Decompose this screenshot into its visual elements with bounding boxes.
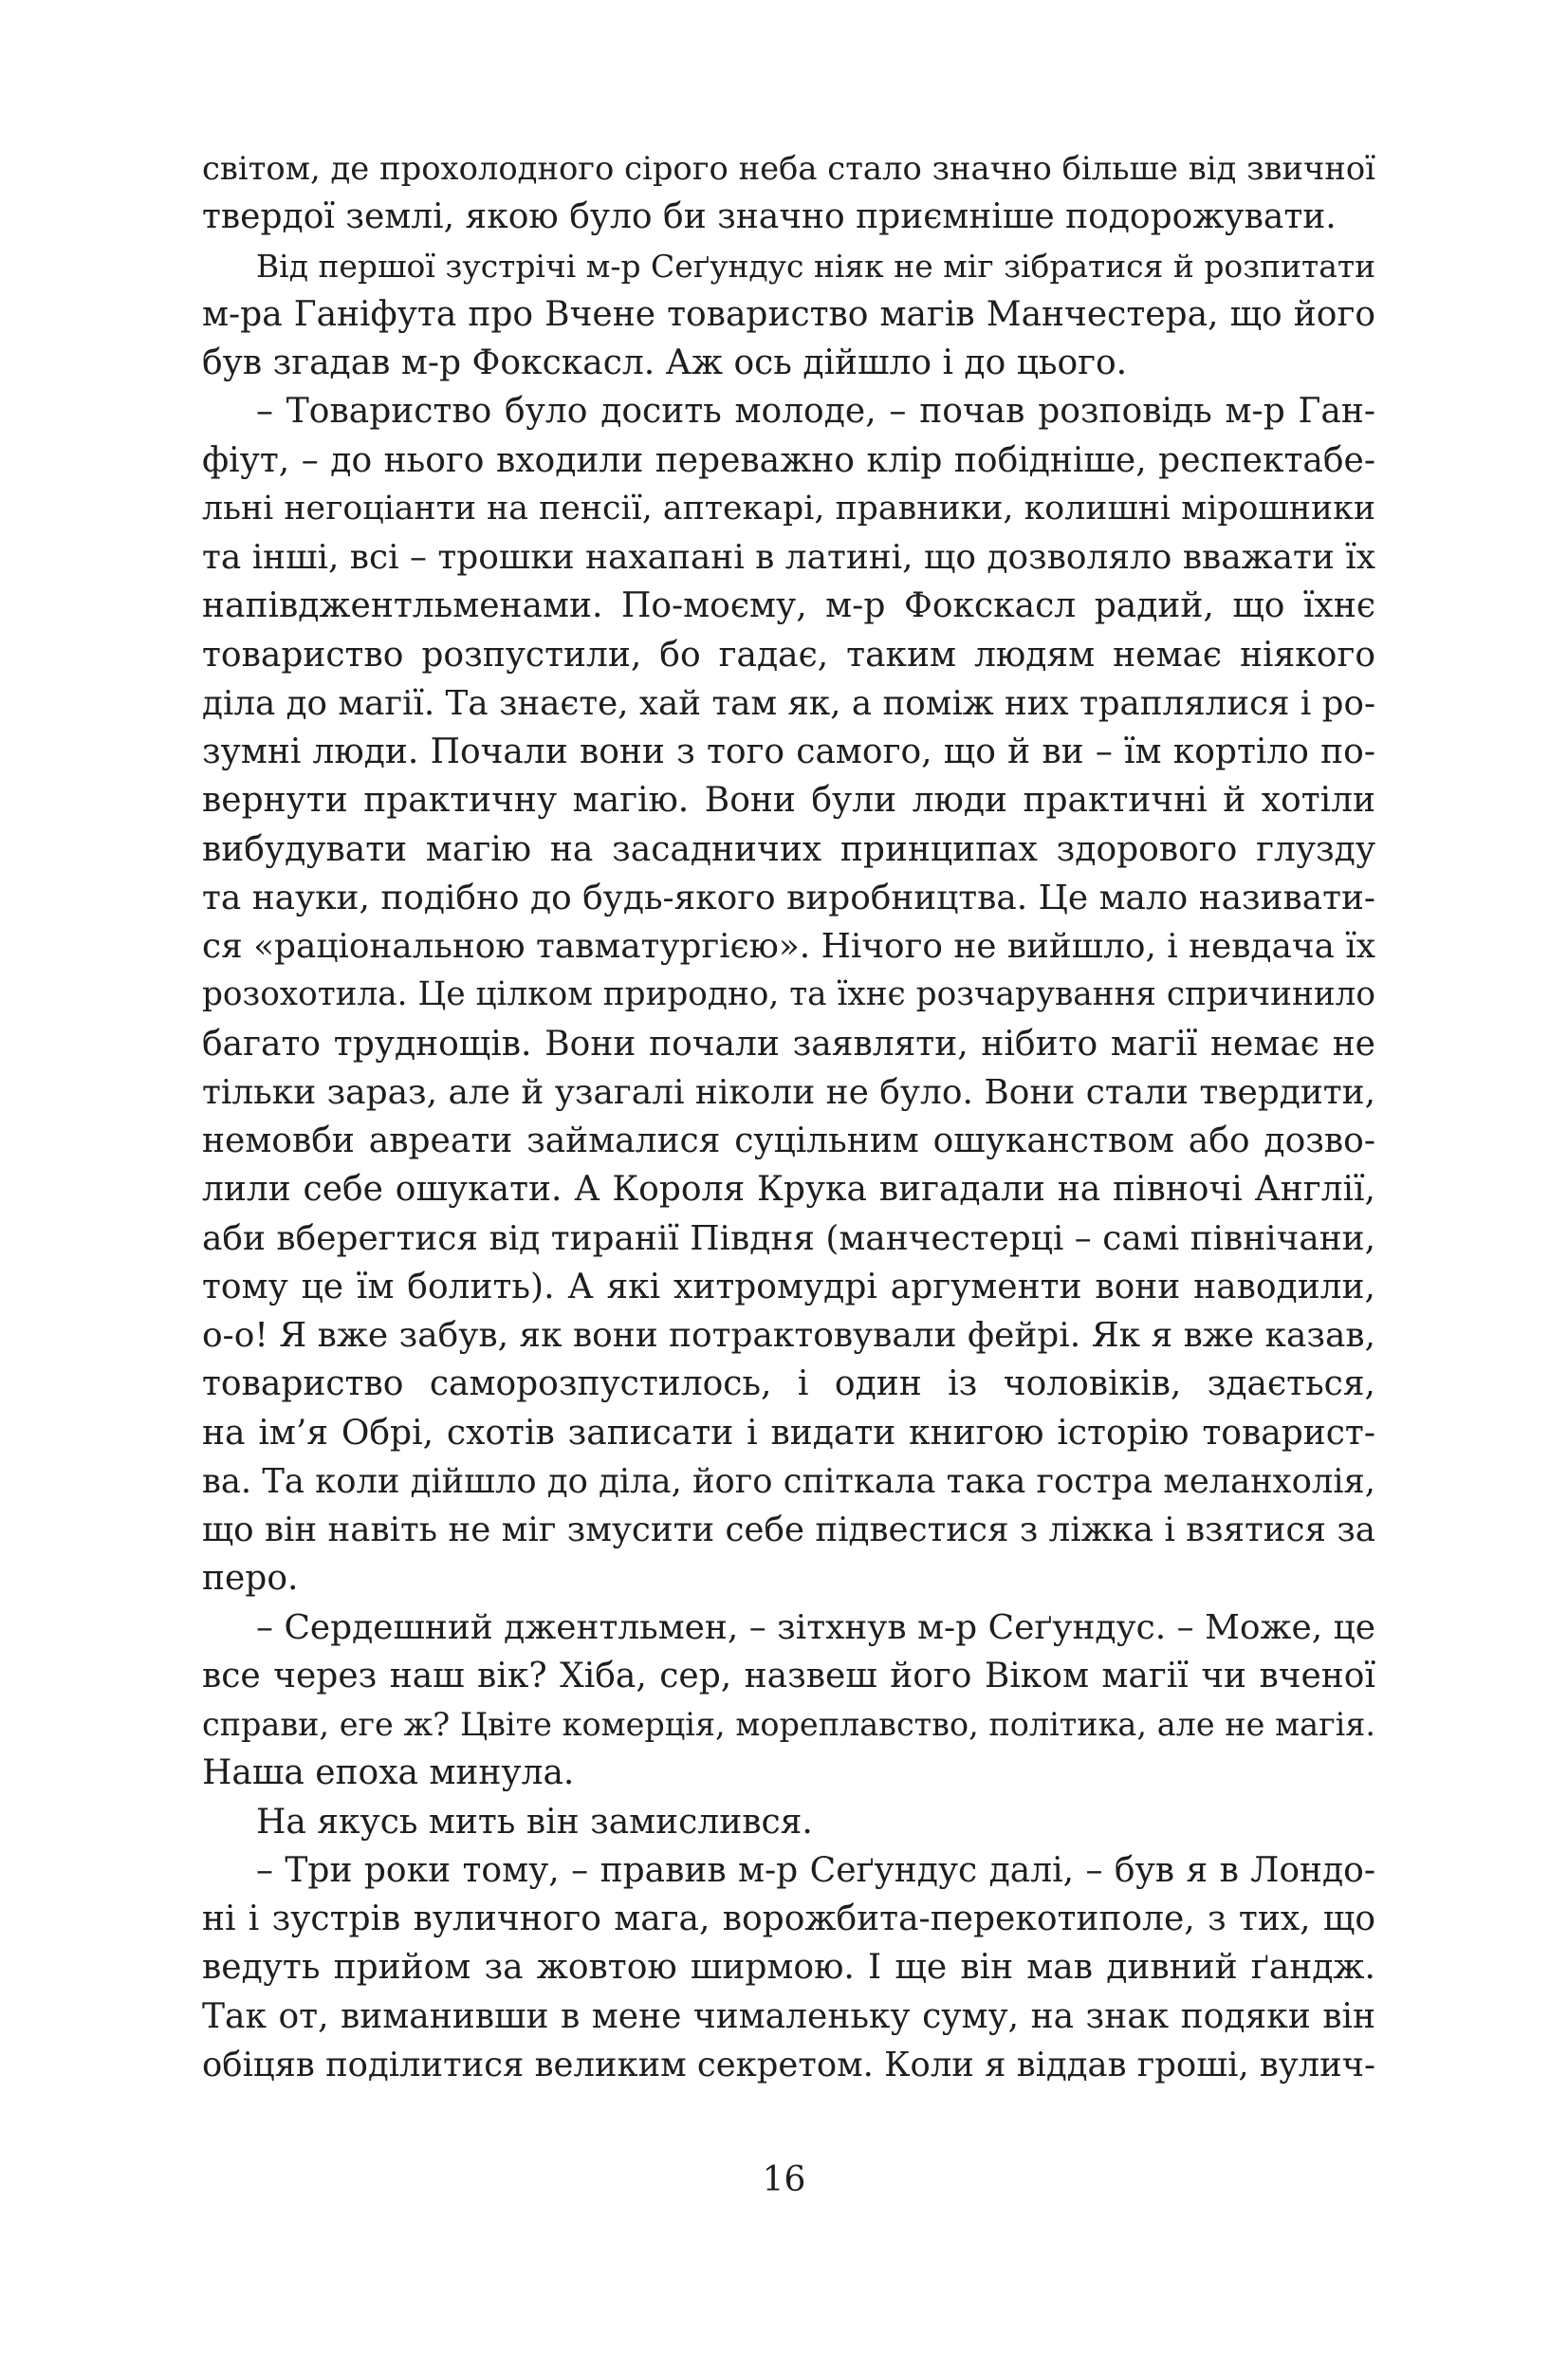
text-line: немовби авреати займалися суцільним ошуканством або дозво-: [202, 1121, 1375, 1160]
text-line: о-о! Я вже забув, як вони потрактовували фейрі. Як я вже казав,: [202, 1316, 1375, 1355]
text-line: твердої землі, якою було би значно приємніше подорожувати.: [202, 197, 1337, 237]
body-text: [202, 144, 1375, 2089]
text-line: та інші, всі – трошки нахапані в латині, що дозволяло вважати їх: [202, 538, 1375, 577]
text-line: товариство саморозпустилось, і один із чоловіків, здається,: [202, 1364, 1375, 1404]
text-line: вибудувати магію на засадничих принципах здорового глузду: [202, 829, 1375, 869]
text-line: перо.: [202, 1559, 299, 1599]
text-line: ся «раціональною тавматургією». Нічого не вийшло, і невдача їх: [202, 927, 1375, 966]
text-line: діла до магії. Та знаєте, хай там як, а поміж них траплялися і ро-: [202, 683, 1375, 723]
text-line: розохотила. Це цілком природно, та їхнє розчарування спричинило: [202, 975, 1375, 1014]
text-line: – Сердешний джентльмен, – зітхнув м-р Сеґундус. – Може, це: [256, 1607, 1375, 1647]
text-line: лили себе ошукати. А Короля Крука вигадали на півночі Англії,: [202, 1170, 1375, 1210]
text-line: тільки зараз, але й узагалі ніколи не було. Вони стали твердити,: [202, 1072, 1375, 1112]
text-line: На якусь мить він замислився.: [256, 1802, 813, 1842]
text-line: Наша епоха минула.: [202, 1753, 575, 1793]
text-line: справи, еге ж? Цвіте комерція, мореплавство, політика, але не магія.: [202, 1706, 1375, 1743]
text-line: обіцяв поділитися великим секретом. Коли я віддав гроші, вулич-: [202, 2045, 1375, 2084]
text-line: ні і зустрів вуличного мага, ворожбита-перекотиполе, з тих, що: [202, 1899, 1375, 1938]
text-line: ведуть прийом за жовтою ширмою. І ще він мав дивний ґандж.: [202, 1948, 1375, 1988]
page-number: 16: [762, 2160, 806, 2199]
text-line: м-ра Ганіфута про Вчене товариство магів Манчестера, що його: [202, 294, 1375, 334]
text-line: що він навіть не міг змусити себе підвестися з ліжка і взятися за: [202, 1510, 1375, 1549]
text-line: все через наш вік? Хіба, сер, назвеш його Віком магії чи вченої: [202, 1656, 1375, 1695]
text-line: був згадав м-р Фокскасл. Аж ось дійшло і до цього.: [202, 343, 1128, 382]
text-line: зумні люди. Почали вони з того самого, що й ви – їм кортіло по-: [202, 732, 1375, 771]
text-line: – Товариство було досить молоде, – почав розповідь м-р Ган-: [256, 392, 1375, 432]
text-line: товариство розпустили, бо гадає, таким людям немає ніякого: [202, 635, 1375, 675]
text-line: на ім’я Обрі, схотів записати і видати книгою історію товарист-: [202, 1413, 1375, 1453]
text-line: світом, де прохолодного сірого неба стало значно більше від звичної: [202, 150, 1375, 187]
text-line: та науки, подібно до будь-якого виробництва. Це мало називати-: [202, 878, 1375, 917]
text-line: аби вберегтися від тиранії Півдня (манчестерці – самі північани,: [202, 1218, 1375, 1258]
text-line: – Три роки тому, – правив м-р Сеґундус далі, – був я в Лондо-: [256, 1850, 1375, 1890]
text-line: вернути практичну магію. Вони були люди практичні й хотіли: [202, 781, 1375, 821]
text-line: фіут, – до нього входили переважно клір побідніше, респектабе-: [202, 440, 1375, 480]
text-line: Від першої зустрічі м-р Сеґундус ніяк не міг зібратися й розпитати: [256, 247, 1375, 285]
text-line: ва. Та коли дійшло до діла, його спіткала така гостра меланхолія,: [202, 1461, 1375, 1501]
text-line: Так от, виманивши в мене чималеньку суму, на знак подяки він: [202, 1996, 1375, 2036]
text-line: тому це їм болить). А які хитромудрі аргументи вони наводили,: [202, 1267, 1375, 1306]
text-line: напівджентльменами. По-моєму, м-р Фокскасл радий, що їхнє: [202, 586, 1375, 626]
text-line: багато труднощів. Вони почали заявляти, нібито магії немає не: [202, 1024, 1375, 1064]
text-line: льні негоціанти на пенсії, аптекарі, правники, колишні мірошники: [202, 489, 1375, 528]
